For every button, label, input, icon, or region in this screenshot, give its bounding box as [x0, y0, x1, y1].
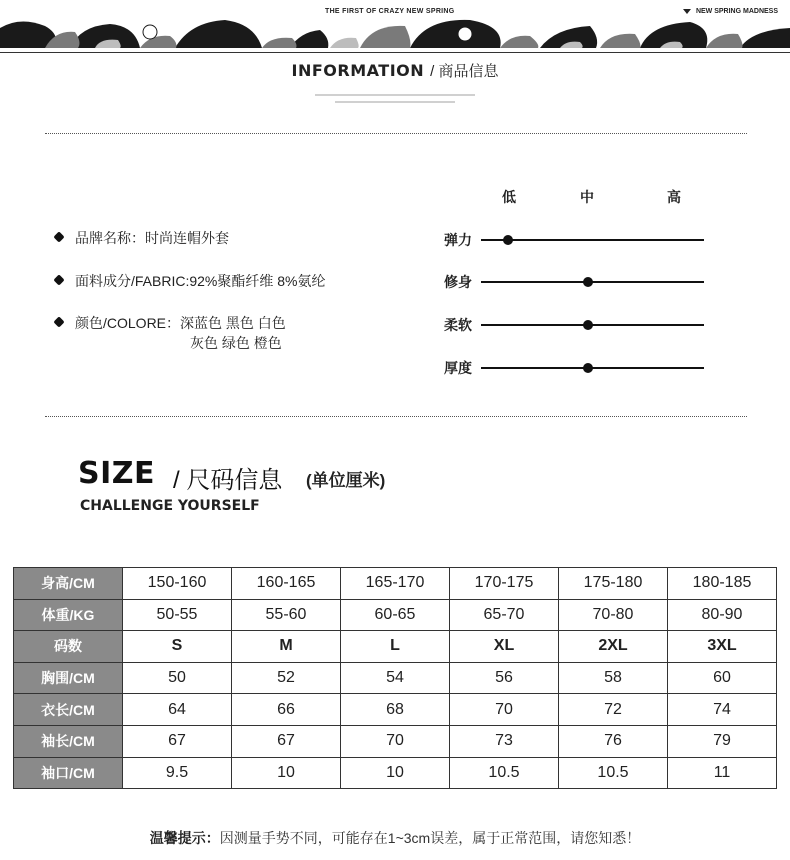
table-cell: 55-60: [232, 599, 341, 631]
table-cell: 56: [450, 662, 559, 694]
size-unit: (单位厘米): [306, 471, 386, 490]
table-cell: 66: [232, 694, 341, 726]
table-cell: 65-70: [450, 599, 559, 631]
scale-track: [481, 239, 704, 241]
table-row: [14, 694, 777, 726]
table-cell: 2XL: [559, 631, 668, 663]
info-colors-text-2: 灰色 绿色 橙色: [190, 335, 282, 351]
fine-print-line-1: [0, 92, 790, 96]
scale-row-label: 厚度: [444, 360, 472, 376]
banner-divider: [0, 52, 790, 53]
table-cell: 11: [668, 757, 777, 789]
scale-marker: [583, 320, 593, 330]
scale-mid-label: 中: [580, 189, 594, 205]
table-row: [14, 757, 777, 789]
table-cell: 67: [123, 725, 232, 757]
note-text: 因测量手势不同，可能存在1~3cm误差，属于正常范围，请您知悉！: [219, 830, 641, 846]
size-title-en: SIZE: [78, 456, 156, 491]
table-cell: 70-80: [559, 599, 668, 631]
row-header: 袖长/CM: [14, 725, 123, 757]
banner-right-label: NEW SPRING MADNESS: [695, 8, 778, 15]
dotted-divider-bottom: [45, 416, 747, 417]
row-header: 胸围/CM: [14, 662, 123, 694]
table-cell: 10.5: [559, 757, 668, 789]
table-cell: 64: [123, 694, 232, 726]
information-heading: [0, 60, 790, 81]
table-row: [14, 631, 777, 663]
info-colors: [55, 313, 286, 333]
table-cell: S: [123, 631, 232, 663]
table-row: [14, 725, 777, 757]
scale-high-label: 高: [667, 189, 681, 205]
table-cell: 72: [559, 694, 668, 726]
scale-marker: [583, 363, 593, 373]
table-cell: 60-65: [341, 599, 450, 631]
scale-low-label: 低: [502, 189, 516, 205]
table-cell: 52: [232, 662, 341, 694]
info-colors-continued: [190, 333, 282, 353]
bullet-icon: [53, 232, 64, 243]
banner-right-text: [683, 8, 778, 15]
info-brand-text: 品牌名称：时尚连帽外套: [75, 230, 229, 246]
scale-row-label: 修身: [444, 274, 472, 290]
info-brand: [55, 228, 229, 248]
bullet-icon: [53, 275, 64, 286]
table-cell: M: [232, 631, 341, 663]
scale-row-label: 弹力: [444, 232, 472, 248]
table-cell: 70: [341, 725, 450, 757]
table-row: [14, 599, 777, 631]
table-cell: 58: [559, 662, 668, 694]
table-cell: 180-185: [668, 568, 777, 600]
table-cell: 80-90: [668, 599, 777, 631]
table-cell: 165-170: [341, 568, 450, 600]
scale-row-fit: [444, 272, 709, 292]
table-cell: 76: [559, 725, 668, 757]
measurement-note: [0, 828, 790, 848]
info-fabric: [55, 271, 326, 291]
note-label: 温馨提示：: [149, 830, 220, 846]
information-title-en: INFORMATION: [291, 61, 425, 80]
scale-marker: [503, 235, 513, 245]
table-cell: 74: [668, 694, 777, 726]
table-cell: 3XL: [668, 631, 777, 663]
size-title-cn: / 尺码信息: [173, 467, 283, 494]
dotted-divider-top: [45, 133, 747, 134]
table-cell: 67: [232, 725, 341, 757]
table-cell: 170-175: [450, 568, 559, 600]
information-title-cn: / 商品信息: [430, 63, 499, 80]
banner-left-text: THE FIRST OF CRAZY NEW SPRING: [325, 8, 455, 15]
table-cell: 79: [668, 725, 777, 757]
info-colors-text: 颜色/COLORE：深蓝色 黑色 白色: [75, 315, 286, 331]
top-banner: [0, 0, 790, 50]
table-cell: 150-160: [123, 568, 232, 600]
scale-row-softness: [444, 315, 709, 335]
row-header: 身高/CM: [14, 568, 123, 600]
table-cell: 50: [123, 662, 232, 694]
scale-row-thickness: [444, 358, 709, 378]
table-cell: 10.5: [450, 757, 559, 789]
row-header: 码数: [14, 631, 123, 663]
table-cell: 9.5: [123, 757, 232, 789]
row-header: 袖口/CM: [14, 757, 123, 789]
table-cell: L: [341, 631, 450, 663]
table-cell: 50-55: [123, 599, 232, 631]
table-cell: 73: [450, 725, 559, 757]
table-cell: 10: [232, 757, 341, 789]
table-cell: 60: [668, 662, 777, 694]
table-cell: 160-165: [232, 568, 341, 600]
size-subtitle: CHALLENGE YOURSELF: [80, 498, 260, 514]
row-header: 体重/KG: [14, 599, 123, 631]
bullet-icon: [53, 317, 64, 328]
row-header: 衣长/CM: [14, 694, 123, 726]
fine-print-line-2: [0, 99, 790, 103]
table-row: [14, 568, 777, 600]
scale-row-elasticity: [444, 230, 709, 250]
info-fabric-text: 面料成分/FABRIC:92%聚酯纤维 8%氨纶: [75, 273, 326, 289]
table-cell: XL: [450, 631, 559, 663]
camo-pattern-strip: [0, 18, 790, 48]
table-cell: 54: [341, 662, 450, 694]
table-cell: 70: [450, 694, 559, 726]
table-cell: 10: [341, 757, 450, 789]
table-row: [14, 662, 777, 694]
triangle-down-icon: [683, 9, 691, 14]
scale-marker: [583, 277, 593, 287]
scale-row-label: 柔软: [444, 317, 472, 333]
table-cell: 68: [341, 694, 450, 726]
table-cell: 175-180: [559, 568, 668, 600]
size-table: [13, 567, 777, 789]
